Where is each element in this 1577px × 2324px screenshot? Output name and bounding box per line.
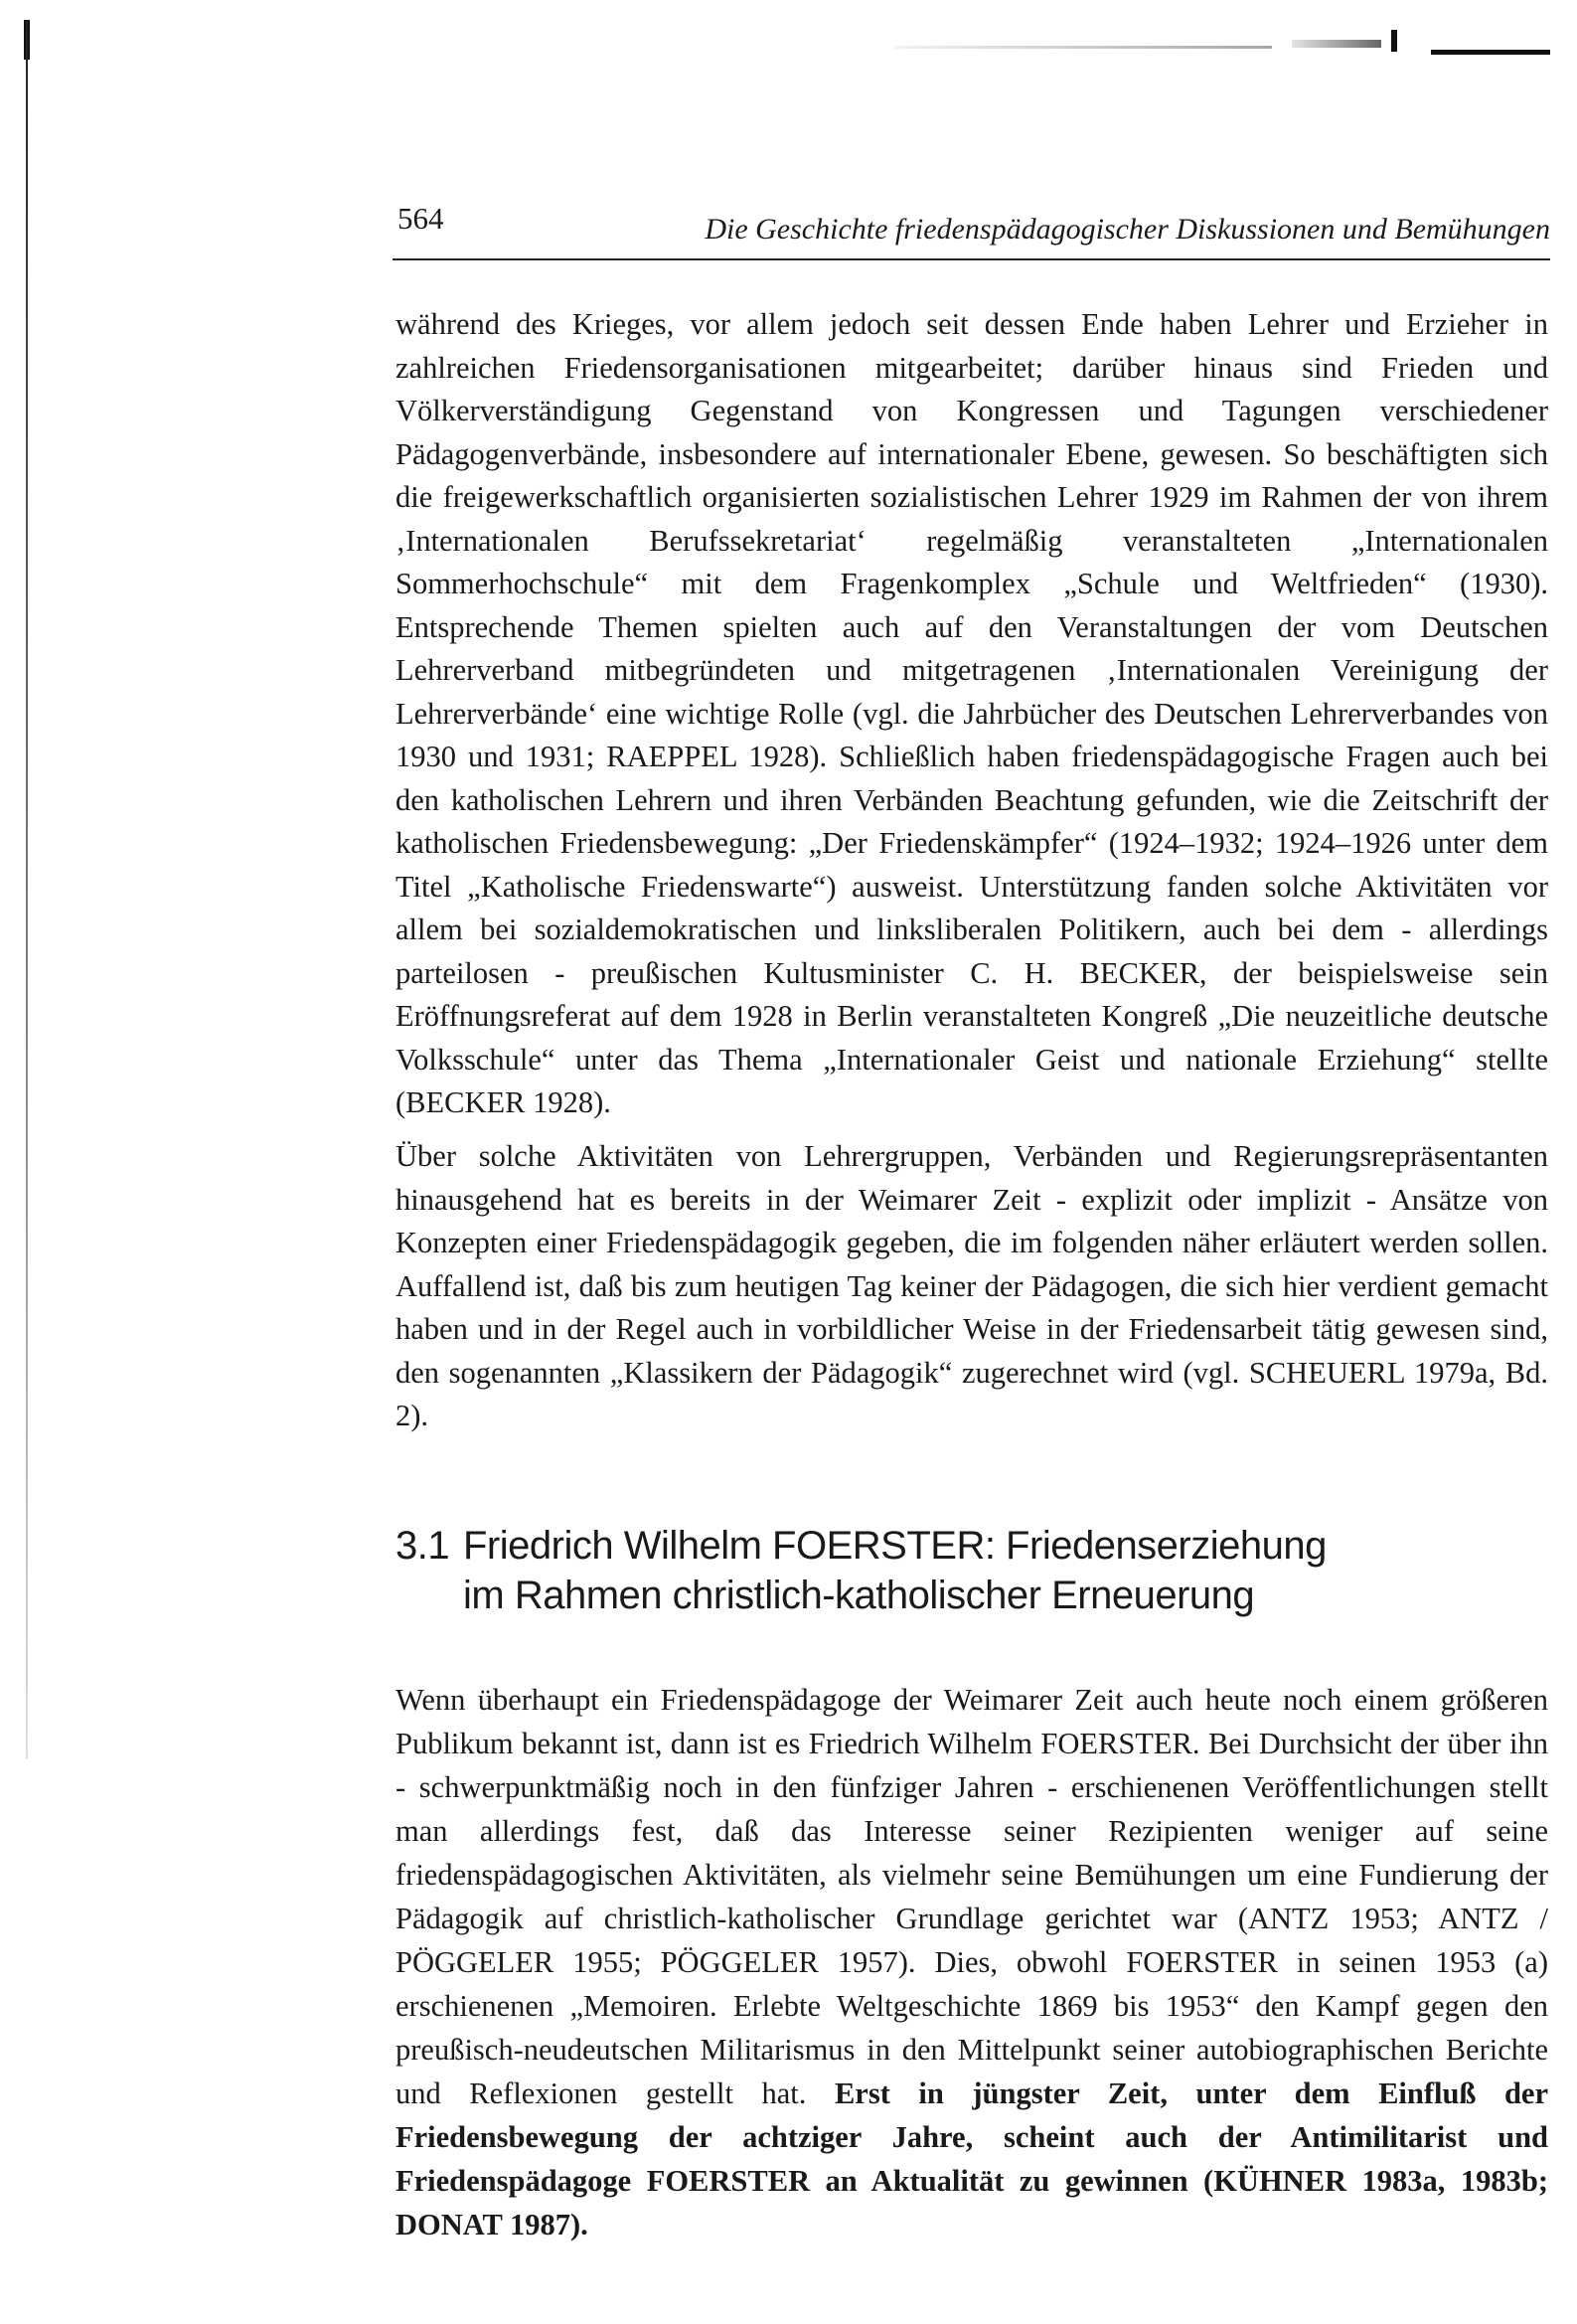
body-paragraph-1: während des Krieges, vor allem jedoch seit dessen Ende haben Lehrer und Erzieher in zahlreichen Friedensorganisationen mitgearbeitet; darüber hinaus sind Frieden und Völkerverständigung Gegenstand von Kongressen und Tagungen verschiedener Pädagogenverbände, insbesondere auf internationaler Ebene, gewesen. So beschäftigten sich die freigewerkschaftlich organisierten sozialistischen Lehrer 1929 im Rahmen der von ihrem ‚Internationalen Berufssekretariat‘ regelmäßig veranstalteten „Internationalen Sommerhochschule“ mit dem Fragenkomplex „Schule und Weltfrieden“ (1930). Entsprechende Themen spielten auch auf den Veranstaltungen der vom Deutschen Lehrerverband mitbegründeten und mitgetragenen ‚Internationalen Vereinigung der Lehrerverbände‘ eine wichtige Rolle (vgl. die Jahrbücher des Deutschen Lehrerverbandes von 1930 und 1931; RAEPPEL 1928). Schließlich haben friedenspädagogische Fragen auch bei den katholischen Lehrern und ihren Verbänden Beachtung gefunden, wie die Zeitschrift der katholischen Friedensbewegung: „Der Friedenskämpfer“ (1924–1932; 1924–1926 unter dem Titel „Katholische Friedenswarte“) ausweist. Unterstützung fanden solche Aktivitäten vor allem bei sozialdemokratischen und linksliberalen Politikern, auch bei dem - allerdings parteilosen - preußischen Kultusminister C. H. BECKER, der beispielsweise sein Eröffnungsreferat auf dem 1928 in Berlin veranstalteten Kongreß „Die neuzeitliche deutsche Volksschule“ unter das Thema „Internationaler Geist und nationale Erziehung“ stellte (BECKER 1928). <box>395 307 1548 1119</box>
body-paragraph-2: Über solche Aktivitäten von Lehrergruppen, Verbänden und Regierungsrepräsentanten hinausgehend hat es bereits in der Weimarer Zeit - explizit oder implizit - Ansätze von Konzepten einer Friedenspädagogik gegeben, die im folgenden näher erläutert werden sollen. Auffallend ist, daß bis zum heutigen Tag keiner der Pädagogen, die sich hier verdient gemacht haben und in der Regel auch in vorbildlicher Weise in der Friedensarbeit tätig gewesen sind, den sogenannten „Klassikern der Pädagogik“ zugerechnet wird (vgl. SCHEUERL 1979a, Bd. 2). <box>395 1139 1548 1432</box>
scan-artifact-top-right-smudge <box>1292 40 1381 48</box>
scan-artifact-top-smudge <box>894 46 1272 49</box>
scan-artifact-left-edge <box>26 20 28 1759</box>
page-header <box>393 199 1550 260</box>
section-heading <box>395 1521 1548 1620</box>
page-number: 564 <box>397 201 444 236</box>
section-title-line-1: Friedrich Wilhelm FOERSTER: Friedenserziehung <box>463 1524 1327 1568</box>
scan-artifact-top-right-mark <box>1391 30 1397 52</box>
body-paragraph-3-bold: Erst in jüngster Zeit, unter dem Einfluß der Friedensbewegung der achtziger Jahre, scheint auch der Antimilitarist und Friedenspädagoge FOERSTER an Aktualität zu gewinnen (KÜHNER 1983a, 1983b; DONAT 1987). <box>395 2076 1549 2241</box>
section-number: 3.1 <box>395 1524 450 1568</box>
body-paragraph-3-regular: Wenn überhaupt ein Friedenspädagoge der Weimarer Zeit auch heute noch einem größeren Publikum bekannt ist, dann ist es Friedrich Wilhelm FOERSTER. Bei Durchsicht der über ihn - schwerpunktmäßig noch in den fünfziger Jahren - erschienenen Veröffentlichungen stellt man allerdings fest, daß das Interesse seiner Rezipienten weniger auf seine friedenspädagogischen Aktivitäten, als vielmehr seine Bemühungen um eine Fundierung der Pädagogik auf christlich-katholischer Grundlage gerichtet war (ANTZ 1953; ANTZ / PÖGGELER 1955; PÖGGELER 1957). Dies, obwohl FOERSTER in seinen 1953 (a) erschienenen „Memoiren. Erlebte Weltgeschichte 1869 bis 1953“ den Kampf gegen den preußisch-neudeutschen Militarismus in den Mittelpunkt seiner autobiographischen Berichte und Reflexionen gestellt hat. <box>395 1683 1548 2110</box>
section-title-line-2: im Rahmen christlich-katholischer Erneuerung <box>463 1574 1255 1617</box>
scan-artifact-top-right-bar <box>1431 50 1550 55</box>
body-paragraph-3 <box>395 1678 1548 2246</box>
running-head: Die Geschichte friedenspädagogischer Diskussionen und Bemühungen <box>705 213 1550 246</box>
